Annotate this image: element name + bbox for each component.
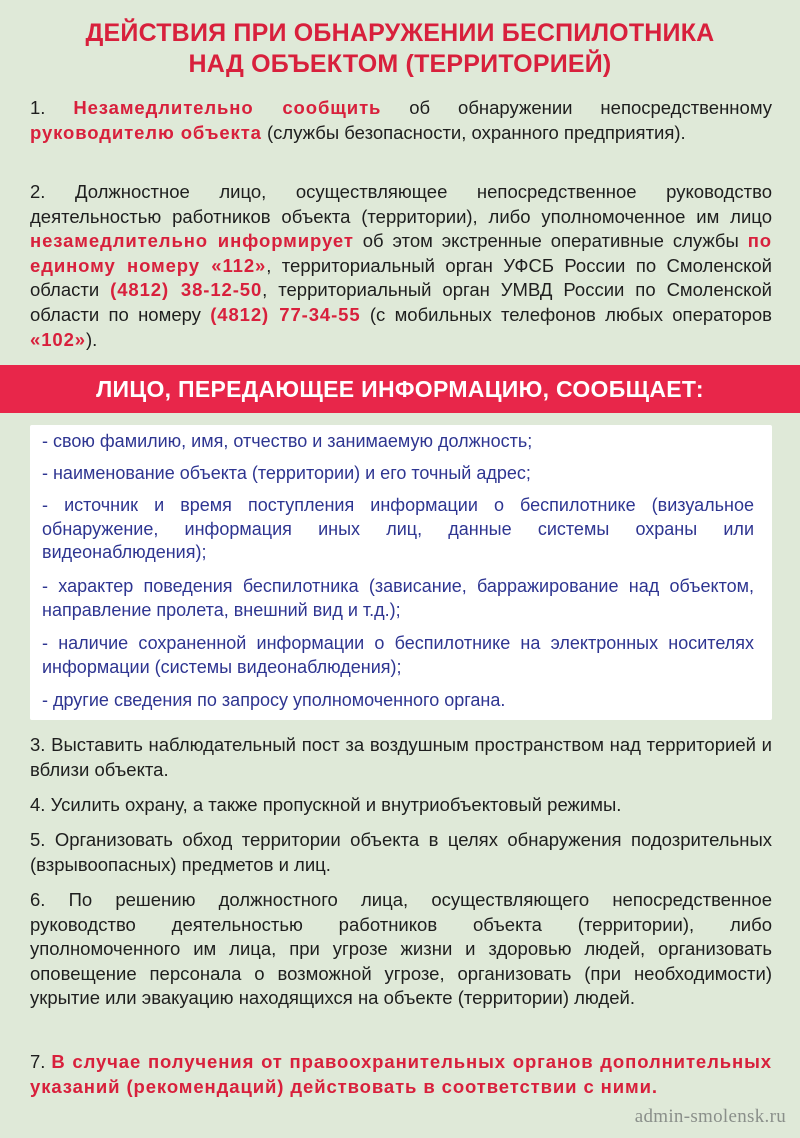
step-1-highlight-manager: руководителю объекта: [30, 121, 262, 143]
step-6: 6. По решению должностного лица, осуществляющего непосредственное руководство деятельностью работников объекта (территории), либо уполномоченного им лица, при угрозе жизни и здоровью людей, организовать оповещение персонала о возможной угрозе, организовать (при необходимости) укрытие или эвакуацию находящихся на объекте (территории) людей.: [30, 889, 772, 1009]
watermark: admin-smolensk.ru: [634, 1106, 786, 1127]
step-1: [30, 96, 772, 145]
poster-title: [20, 18, 780, 80]
step-3: 3. Выставить наблюдательный пост за воздушным пространством над территорией и вблизи объекта.: [30, 734, 772, 780]
step-5: 5. Организовать обход территории объекта в целях обнаружения подозрительных (взрывоопасных) предметов и лиц.: [30, 829, 772, 875]
step-1-text-end: (службы безопасности, охранного предприятия).: [261, 121, 686, 143]
info-banner: [0, 365, 800, 413]
step-7-highlight: В случае получения от правоохранительных органов дополнительных указаний (рекомендаций) действовать в соответствии с ними.: [30, 1051, 772, 1097]
list-item: - источник и время поступления информации о беспилотнике (визуальное обнаружение, информация иных лиц, данные системы охраны или видеонаблюдения);: [42, 495, 754, 562]
step-1-text: об обнаружении непосредственному: [381, 97, 772, 118]
step-7: [30, 1050, 772, 1099]
step-2-text-5: (с мобильных телефонов любых операторов: [360, 303, 772, 325]
step-2-highlight-102: «102»: [30, 328, 86, 350]
step-2-text-4: , территориальный орган УМВД России по Смоленской области по номеру: [30, 279, 773, 325]
title-line-1: ДЕЙСТВИЯ ПРИ ОБНАРУЖЕНИИ БЕСПИЛОТНИКА: [85, 19, 715, 47]
list-item: - характер поведения беспилотника (зависание, барражирование над объектом, направление пролета, внешний вид и т.д.);: [42, 576, 754, 620]
step-4: 4. Усилить охрану, а также пропускной и внутриобъектовый режимы.: [30, 794, 622, 815]
step-2-text-2: об этом экстренные оперативные службы: [353, 230, 748, 252]
step-2-highlight-mvd-phone: (4812) 77-34-55: [210, 303, 361, 325]
step-7-number: 7.: [30, 1051, 52, 1072]
step-2-highlight-informs: незамедлительно информирует: [30, 230, 354, 252]
step-1-number: 1.: [30, 97, 74, 118]
step-2-text-3: , территориальный орган УФСБ России по Смоленской области: [30, 254, 772, 301]
step-2-highlight-112: по единому номеру «112»: [30, 230, 772, 276]
title-line-2: НАД ОБЪЕКТОМ (ТЕРРИТОРИЕЙ): [188, 50, 612, 78]
info-banner-text: ЛИЦО, ПЕРЕДАЮЩЕЕ ИНФОРМАЦИЮ, СООБЩАЕТ:: [96, 375, 704, 402]
list-item: - другие сведения по запросу уполномоченного органа.: [42, 690, 506, 710]
step-2-text-1: 2. Должностное лицо, осуществляющее непосредственное руководство деятельностью работников объекта (территории), либо уполномоченное им лицо: [30, 181, 772, 227]
step-2-text-6: ).: [85, 328, 98, 350]
list-item: - наименование объекта (территории) и его точный адрес;: [42, 463, 531, 483]
step-2-highlight-fsb-phone: (4812) 38-12-50: [110, 279, 263, 301]
list-item: - наличие сохраненной информации о беспилотнике на электронных носителях информации (системы видеонаблюдения);: [42, 633, 754, 677]
step-2: [30, 180, 772, 352]
list-item: - свою фамилию, имя, отчество и занимаемую должность;: [42, 431, 533, 451]
step-1-highlight-notify: Незамедлительно сообщить: [73, 97, 382, 118]
info-list: [30, 425, 772, 720]
